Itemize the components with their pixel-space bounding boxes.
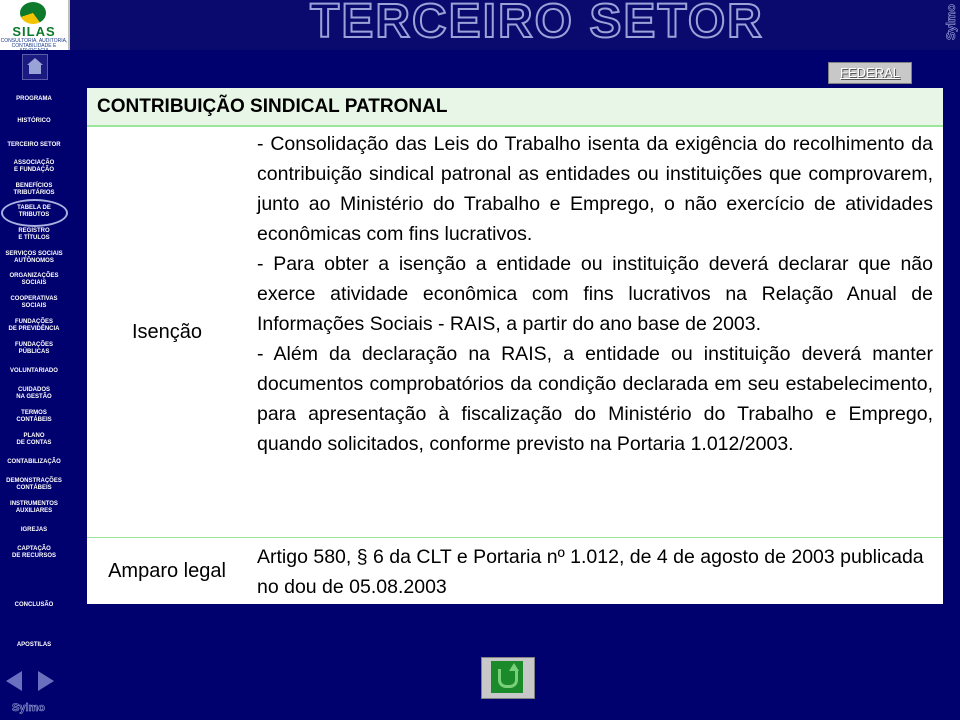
corner-brand: Sylmo bbox=[944, 4, 958, 41]
sidebar-item-contabilizacao[interactable]: CONTABILIZAÇÃO bbox=[7, 459, 61, 465]
silas-logo[interactable] bbox=[0, 0, 70, 50]
sidebar-item-programa[interactable]: PROGRAMA bbox=[16, 96, 52, 102]
sidebar-item-igrejas[interactable]: IGREJAS bbox=[20, 527, 48, 533]
sidebar bbox=[0, 50, 68, 720]
page-title: TERCEIRO SETOR bbox=[310, 0, 764, 48]
home-icon[interactable] bbox=[22, 54, 48, 80]
sidebar-item-cuidados[interactable]: CUIDADOS NA GESTÃO bbox=[16, 387, 52, 400]
sidebar-item-cooperativas[interactable]: COOPERATIVAS SOCIAIS bbox=[10, 296, 58, 309]
sidebar-item-demonstracoes[interactable]: DEMONSTRAÇÕES CONTÁBEIS bbox=[6, 478, 62, 491]
sidebar-item-plano-contas[interactable]: PLANO DE CONTAS bbox=[16, 433, 52, 446]
sidebar-brand: Sylmo bbox=[12, 702, 46, 714]
row-label: Amparo legal bbox=[108, 560, 226, 582]
paragraph: - Consolidação das Leis do Trabalho isenta da exigência do recolhimento da contribuição sindical patronal as entidades ou instituições que comprovarem, junto ao Ministério do Trabalho e Emprego, o não exercício de atividades econômicas com fins lucrativos. bbox=[257, 133, 933, 245]
row-label: Isenção bbox=[131, 321, 203, 343]
sidebar-item-fundacoes-publicas[interactable]: FUNDAÇÕES PÚBLICAS bbox=[14, 342, 53, 355]
sidebar-item-termos[interactable]: TERMOS CONTÁBEIS bbox=[16, 410, 52, 423]
paragraph: - Para obter a isenção a entidade ou instituição deverá declarar que não exerce atividade econômica com fins lucrativos na Relação Anual de Informações Sociais - RAIS, a partir do ano base de 2003. bbox=[257, 253, 933, 335]
table-title: CONTRIBUIÇÃO SINDICAL PATRONAL bbox=[97, 96, 448, 117]
top-bar bbox=[0, 0, 960, 50]
sidebar-item-terceiro-setor[interactable]: TERCEIRO SETOR bbox=[7, 142, 61, 148]
sidebar-item-instrumentos[interactable]: INSTRUMENTOS AUXILIARES bbox=[10, 501, 58, 514]
sidebar-item-associacao[interactable]: ASSOCIAÇÃO E FUNDAÇÃO bbox=[13, 160, 55, 173]
sidebar-item-historico[interactable]: HISTÓRICO bbox=[17, 118, 51, 124]
paragraph: Artigo 580, § 6 da CLT e Portaria nº 1.012, de 4 de agosto de 2003 publicada no dou de 05.08.2003 bbox=[257, 546, 924, 598]
logo-swirl-icon bbox=[20, 2, 46, 24]
table-title-row bbox=[87, 88, 943, 127]
previous-arrow-icon[interactable] bbox=[6, 671, 22, 691]
table-row-amparo-legal bbox=[87, 538, 943, 604]
row-content bbox=[257, 129, 933, 459]
sidebar-item-servicos-sociais[interactable]: SERVIÇOS SOCIAIS AUTÔNOMOS bbox=[5, 251, 63, 264]
sidebar-item-registro[interactable]: REGISTRO E TÍTULOS bbox=[18, 228, 50, 241]
paragraph: - Além da declaração na RAIS, a entidade ou instituição deverá manter documentos comprobatórios da condição declarada em seu estabelecimento, para apresentação à fiscalização do Ministério do Trabalho e Emprego, quando solicitados, conforme previsto na Portaria 1.012/2003. bbox=[257, 343, 933, 455]
logo-tagline: CONSULTORIA, AUDITORIA, CONTABILIDADE E bbox=[0, 38, 68, 49]
sidebar-item-organizacoes[interactable]: ORGANIZAÇÕES SOCIAIS bbox=[9, 273, 59, 286]
sidebar-item-conclusao[interactable]: CONCLUSÃO bbox=[14, 602, 54, 608]
sidebar-item-captacao[interactable]: CAPTAÇÃO DE RECURSOS bbox=[11, 546, 56, 559]
sidebar-item-fundacoes-previdencia[interactable]: FUNDAÇÕES DE PREVIDÊNCIA bbox=[8, 319, 60, 332]
logo-brand: SILAS bbox=[12, 24, 56, 39]
next-arrow-icon[interactable] bbox=[38, 671, 54, 691]
u-turn-arrow-icon bbox=[491, 661, 523, 693]
sidebar-item-apostilas[interactable]: APOSTILAS bbox=[16, 642, 52, 648]
table-row-isencao bbox=[87, 127, 943, 538]
sidebar-item-beneficios[interactable]: BENEFÍCIOS TRIBUTÁRIOS bbox=[13, 183, 55, 196]
sidebar-item-tabela-tributos[interactable]: TABELA DE TRIBUTOS bbox=[17, 205, 51, 218]
sidebar-item-voluntariado[interactable]: VOLUNTARIADO bbox=[10, 368, 58, 374]
tab-federal[interactable]: FEDERAL bbox=[828, 62, 912, 84]
return-button[interactable] bbox=[481, 657, 535, 699]
row-content bbox=[257, 542, 933, 602]
